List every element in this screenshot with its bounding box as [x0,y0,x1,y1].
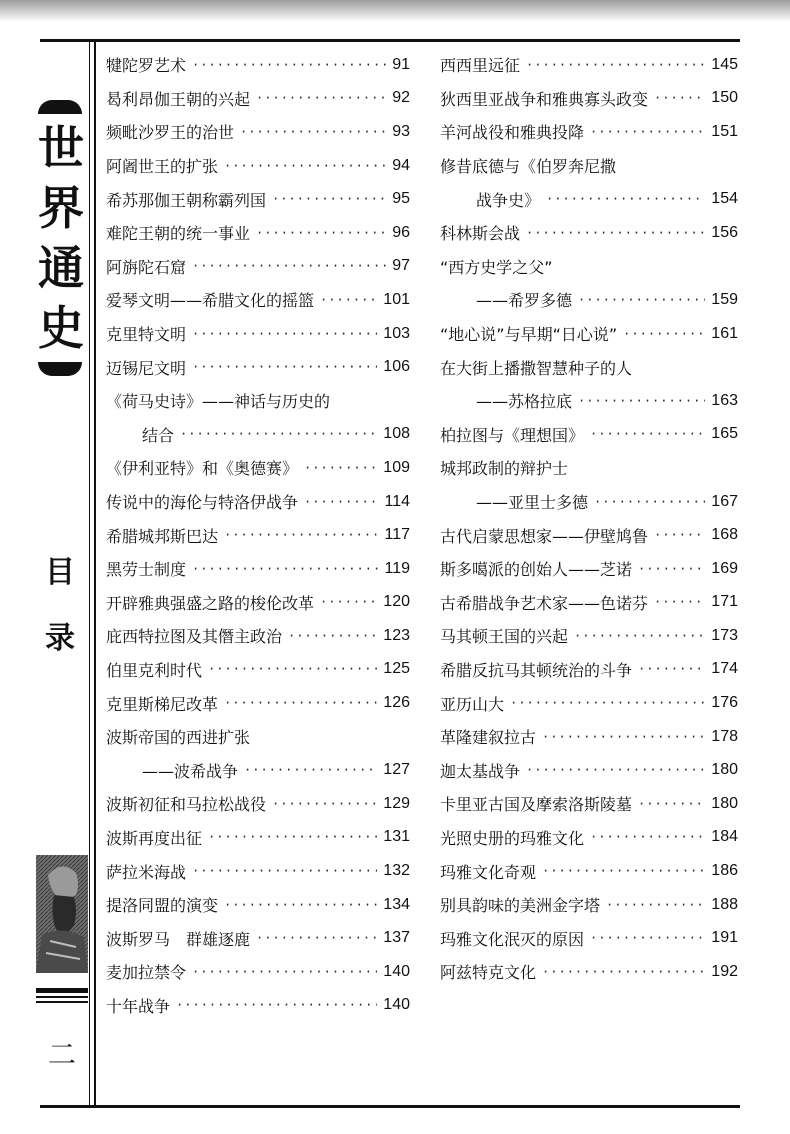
top-rule [40,39,740,42]
toc-entry-page: 92 [392,89,410,107]
toc-leader-dots [192,360,377,374]
toc-leader-dots [654,528,705,542]
toc-entry-page: 156 [711,223,738,241]
toc-entry-page: 161 [711,324,738,342]
toc-leader-dots [224,898,377,912]
toc-entry-title: 提洛同盟的演变 [106,896,219,916]
toc-entry[interactable] [440,720,738,754]
title-bracket-top [38,100,82,114]
toc-leader-dots [288,629,377,643]
toc-entry-page: 103 [383,324,410,342]
toc-entry-page: 171 [711,593,738,611]
toc-leader-dots [526,763,705,777]
portrait-illustration [36,855,88,973]
book-title-block [38,100,84,376]
toc-leader-dots [240,125,386,139]
toc-entry-title: 《伊利亚特》和《奥德赛》 [106,459,299,479]
page-top-shadow [0,0,790,22]
section-label-char: 目 [45,555,75,590]
toc-entry-title: 别具韵味的美洲金字塔 [440,896,601,916]
toc-entry[interactable] [106,955,410,989]
toc-entry-title: 阿旃陀石窟 [106,257,187,277]
toc-leader-dots [594,495,705,509]
toc-entry-page: 145 [711,55,738,73]
toc-entry-page: 91 [392,55,410,73]
toc-entry-title: 玛雅文化奇观 [440,862,537,882]
toc-entry-title: 结合 [142,425,175,445]
toc-entry[interactable] [106,317,410,351]
toc-entry[interactable] [106,720,410,754]
toc-entry-title: 伯里克利时代 [106,660,203,680]
toc-entry-page: 95 [392,190,410,208]
toc-leader-dots [590,125,705,139]
toc-entry-title: 克里斯梯尼改革 [106,694,219,714]
toc-entry-page: 129 [383,794,410,812]
toc-entry-page: 167 [711,492,738,510]
toc-leader-dots [574,629,705,643]
toc-entry-title: 波斯帝国的西进扩张 [106,728,251,748]
toc-entry-title: 古希腊战争艺术家——色诺芬 [440,593,649,613]
toc-entry-page: 163 [711,391,738,409]
margin-divider [94,42,96,1105]
book-title [38,118,84,358]
toc-entry[interactable] [106,989,410,1023]
toc-leader-dots [192,58,386,72]
toc-entry[interactable] [440,686,738,720]
toc-entry-page: 108 [383,425,410,443]
toc-entry[interactable] [440,854,738,888]
toc-entry-page: 93 [392,122,410,140]
toc-entry-page: 191 [711,929,738,947]
toc-entry-page: 109 [383,458,410,476]
toc-entry-page: 180 [711,761,738,779]
toc-leader-dots [224,696,377,710]
toc-entry[interactable] [106,182,410,216]
toc-entry[interactable] [106,250,410,284]
toc-entry-title: 迈锡尼文明 [106,358,187,378]
toc-leader-dots [192,562,378,576]
toc-entry[interactable] [106,485,410,519]
toc-entry-title: 波斯罗马 群雄逐鹿 [106,929,251,949]
toc-entry-title: 革隆建叙拉古 [440,728,537,748]
toc-leader-dots [304,461,377,475]
toc-entry[interactable] [440,350,738,384]
toc-entry-title: 玛雅文化泯灭的原因 [440,929,585,949]
toc-entry[interactable] [440,888,738,922]
toc-entry-title: 萨拉米海战 [106,862,187,882]
toc-entry[interactable] [440,955,738,989]
toc-leader-dots [192,259,386,273]
toc-entry[interactable] [440,418,738,452]
toc-entry[interactable] [106,921,410,955]
toc-entry[interactable] [440,48,738,82]
toc-entry-title: 传说中的海伦与特洛伊战争 [106,493,299,513]
toc-entry-title: ——波希战争 [142,761,239,781]
toc-leader-dots [192,327,377,341]
toc-entry-title: “西方史学之父” [440,257,553,277]
toc-entry-title: 频毗沙罗王的治世 [106,123,235,143]
toc-leader-dots [654,91,705,105]
toc-leader-dots [224,159,386,173]
toc-leader-dots [180,427,377,441]
book-title-char: 世 [38,121,84,175]
margin-divider-thin [89,42,90,1105]
toc-entry-page: 94 [392,156,410,174]
toc-entry[interactable] [440,451,738,485]
toc-entry-page: 96 [392,223,410,241]
toc-entry[interactable] [440,250,738,284]
toc-entry-title: 亚历山大 [440,694,505,714]
toc-leader-dots [578,293,705,307]
toc-entry-page: 123 [383,626,410,644]
toc-entry-page: 186 [711,862,738,880]
toc-leader-dots [578,394,705,408]
toc-entry[interactable] [106,115,410,149]
toc-leader-dots [638,662,705,676]
toc-entry-page: 114 [384,492,410,510]
toc-entry-page: 169 [711,559,738,577]
toc-entry-page: 165 [711,425,738,443]
toc-entry[interactable] [440,182,738,216]
toc-entry-title: 克里特文明 [106,325,187,345]
toc-entry-page: 120 [383,593,410,611]
toc-leader-dots [542,965,705,979]
toc-leader-dots [224,528,378,542]
toc-entry-page: 101 [383,290,410,308]
toc-entry-title: 古代启蒙思想家——伊壁鸠鲁 [440,526,649,546]
toc-entry[interactable] [106,753,410,787]
section-label [42,540,78,672]
toc-leader-dots [606,898,705,912]
bottom-rule [40,1105,740,1108]
toc-entry-page: 178 [711,727,738,745]
toc-leader-dots [192,965,377,979]
toc-entry[interactable] [106,518,410,552]
toc-leader-dots [272,192,386,206]
toc-leader-dots [192,864,377,878]
toc-entry-page: 127 [383,761,410,779]
toc-entry-title: 希腊城邦斯巴达 [106,526,219,546]
toc-entry-title: 迦太基战争 [440,761,521,781]
toc-leader-dots [542,730,705,744]
toc-entry[interactable] [106,888,410,922]
toc-leader-dots [256,91,386,105]
page-number: 二 [47,1038,76,1071]
toc-entry-title: 柏拉图与《理想国》 [440,425,585,445]
toc-entry-title: 修昔底德与《伯罗奔尼撒 [440,157,617,177]
toc-entry-page: 159 [711,290,738,308]
toc-entry[interactable] [440,485,738,519]
book-title-char: 史 [38,301,84,355]
toc-entry-page: 176 [711,694,738,712]
toc-entry-page: 134 [383,895,410,913]
toc-entry[interactable] [440,518,738,552]
toc-leader-dots [208,830,377,844]
toc-leader-dots [256,226,386,240]
toc-entry[interactable] [440,317,738,351]
toc-leader-dots [304,495,378,509]
toc-entry[interactable] [106,653,410,687]
toc-entry[interactable] [440,821,738,855]
toc-entry-title: 光照史册的玛雅文化 [440,828,585,848]
toc-entry-title: 马其顿王国的兴起 [440,627,569,647]
section-label-char: 录 [45,621,75,656]
toc-entry-page: 131 [383,828,410,846]
toc-entry-title: 羊河战役和雅典投降 [440,123,585,143]
toc-entry-title: 战争史》 [476,190,541,210]
toc-entry-title: 狄西里亚战争和雅典寡头政变 [440,89,649,109]
toc-entry-title: 卡里亚古国及摩索洛斯陵墓 [440,795,633,815]
toc-entry[interactable] [440,586,738,620]
toc-entry-page: 154 [711,190,738,208]
book-title-char: 界 [38,181,84,235]
toc-right-column [440,48,738,989]
toc-entry[interactable] [440,619,738,653]
toc-leader-dots [590,830,705,844]
toc-entry-title: 波斯初征和马拉松战役 [106,795,267,815]
toc-entry[interactable] [440,653,738,687]
toc-entry-page: 180 [711,794,738,812]
toc-entry[interactable] [106,82,410,116]
toc-entry-page: 140 [383,996,410,1014]
toc-entry-page: 151 [711,122,738,140]
toc-entry[interactable] [440,921,738,955]
toc-entry-title: 麦加拉禁令 [106,963,187,983]
toc-entry-title: 阿兹特克文化 [440,963,537,983]
toc-entry[interactable] [106,48,410,82]
toc-entry-page: 184 [711,828,738,846]
toc-entry-title: 庇西特拉图及其僭主政治 [106,627,283,647]
toc-leader-dots [256,931,377,945]
toc-leader-dots [623,327,705,341]
toc-entry-page: 150 [711,89,738,107]
toc-leader-dots [654,595,705,609]
toc-entry-page: 97 [392,257,410,275]
toc-entry-title: ——苏格拉底 [476,392,573,412]
toc-entry-title: 黑劳士制度 [106,560,187,580]
toc-entry-page: 192 [711,962,738,980]
toc-entry-page: 119 [384,559,410,577]
toc-entry-title: 难陀王朝的统一事业 [106,224,251,244]
toc-entry[interactable] [440,149,738,183]
toc-entry[interactable] [440,384,738,418]
book-title-char: 通 [38,241,84,295]
toc-entry[interactable] [440,115,738,149]
toc-entry-title: 城邦政制的辩护士 [440,459,569,479]
toc-entry-page: 168 [711,526,738,544]
toc-entry-title: 开辟雅典强盛之路的梭伦改革 [106,593,315,613]
toc-entry-page: 126 [383,694,410,712]
toc-leader-dots [320,595,377,609]
toc-entry-title: 犍陀罗艺术 [106,56,187,76]
toc-entry-page: 106 [383,358,410,376]
toc-entry[interactable] [106,586,410,620]
toc-entry[interactable] [440,753,738,787]
toc-leader-dots [272,797,377,811]
toc-entry[interactable] [106,418,410,452]
toc-entry-page: 188 [711,895,738,913]
toc-entry[interactable] [106,619,410,653]
toc-entry-title: ——希罗多德 [476,291,573,311]
toc-entry-page: 173 [711,626,738,644]
title-bracket-bottom [38,362,82,376]
toc-entry-title: 阿阇世王的扩张 [106,157,219,177]
toc-entry-title: 在大街上播撒智慧种子的人 [440,358,633,378]
toc-entry-title: 《荷马史诗》——神话与历史的 [106,392,331,412]
toc-entry[interactable] [106,854,410,888]
toc-leader-dots [526,226,705,240]
toc-entry[interactable] [106,350,410,384]
toc-entry-title: 科林斯会战 [440,224,521,244]
toc-leader-dots [590,931,705,945]
toc-entry-page: 117 [384,526,410,544]
toc-leader-dots [542,864,705,878]
toc-entry[interactable] [440,82,738,116]
toc-leader-dots [638,797,705,811]
toc-leader-dots [244,763,377,777]
toc-entry-title: 波斯再度出征 [106,828,203,848]
toc-entry-page: 137 [383,929,410,947]
toc-entry-title: “地心说”与早期“日心说” [440,325,618,345]
toc-entry[interactable] [106,821,410,855]
toc-entry[interactable] [106,552,410,586]
toc-entry[interactable] [106,149,410,183]
toc-entry[interactable] [440,216,738,250]
toc-leader-dots [510,696,705,710]
toc-leader-dots [638,562,705,576]
toc-entry[interactable] [106,451,410,485]
toc-entry-page: 174 [711,660,738,678]
toc-entry-title: 爱琴文明——希腊文化的摇篮 [106,291,315,311]
toc-entry[interactable] [106,216,410,250]
toc-entry-title: 希腊反抗马其顿统治的斗争 [440,660,633,680]
toc-entry-title: 希苏那伽王朝称霸列国 [106,190,267,210]
toc-left-column [106,48,410,1022]
toc-entry-title: 曷利昂伽王朝的兴起 [106,89,251,109]
toc-entry-title: ——亚里士多德 [476,493,589,513]
toc-entry-title: 斯多噶派的创始人——芝诺 [440,560,633,580]
toc-leader-dots [526,58,705,72]
toc-leader-dots [208,662,377,676]
toc-leader-dots [176,998,377,1012]
toc-entry[interactable] [440,552,738,586]
toc-entry[interactable] [106,283,410,317]
toc-entry[interactable] [106,787,410,821]
decorative-rules [36,988,88,1006]
toc-leader-dots [546,192,705,206]
toc-entry[interactable] [106,686,410,720]
toc-entry-page: 125 [383,660,410,678]
toc-entry-title: 十年战争 [106,996,171,1016]
toc-entry[interactable] [440,787,738,821]
toc-entry[interactable] [440,283,738,317]
toc-entry-title: 西西里远征 [440,56,521,76]
toc-leader-dots [590,427,705,441]
toc-entry[interactable] [106,384,410,418]
toc-leader-dots [320,293,377,307]
toc-entry-page: 140 [383,962,410,980]
toc-entry-page: 132 [383,862,410,880]
